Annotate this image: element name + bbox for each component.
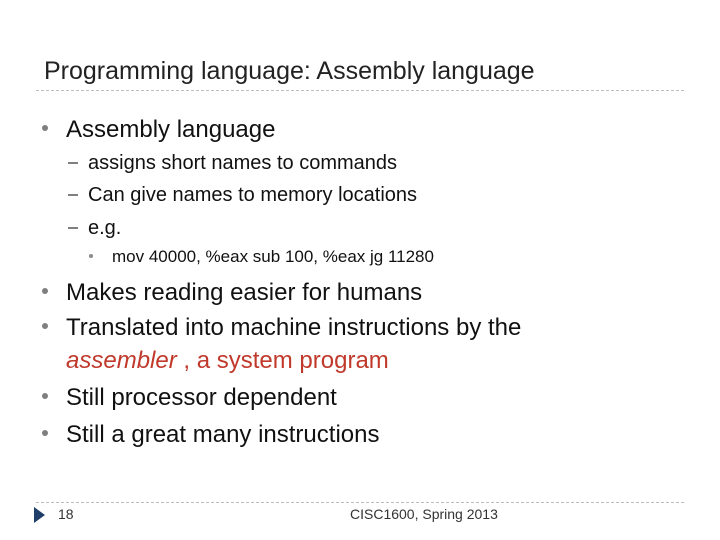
bullet-text: Still a great many instructions — [66, 421, 380, 448]
sub-item-text: assigns short names to commands — [88, 152, 398, 174]
footer-divider — [36, 502, 684, 503]
small-bullet-icon — [89, 254, 93, 258]
bullet-dot-icon — [42, 323, 48, 329]
bullet-dot-icon — [42, 393, 48, 399]
system-program-text: , a system program — [176, 347, 389, 374]
bullet-text: Makes reading easier for humans — [66, 279, 423, 306]
assembler-term: assembler — [66, 347, 177, 374]
bullet-dot-icon — [42, 125, 48, 131]
assembler-line — [66, 344, 389, 378]
dash-icon — [68, 162, 78, 164]
bullet-dot-icon — [42, 430, 48, 436]
code-example-text: mov 40000, %eax sub 100, %eax jg 11280 — [112, 247, 434, 266]
bullet-text: Still processor dependent — [66, 384, 337, 411]
bullet-text: Translated into machine instructions by the — [66, 314, 522, 341]
bullet-dot-icon — [42, 288, 48, 294]
sub-item-text: e.g. — [88, 217, 122, 239]
sub-item-text: Can give names to memory locations — [88, 184, 418, 206]
page-number: 18 — [58, 506, 74, 522]
title-divider — [36, 90, 684, 91]
dash-icon — [68, 227, 78, 229]
dash-icon — [68, 194, 78, 196]
triangle-right-icon — [34, 507, 45, 523]
footer-course: CISC1600, Spring 2013 — [350, 506, 498, 522]
bullet-text: Assembly language — [66, 116, 276, 143]
slide-title: Programming language: Assembly language — [44, 57, 535, 85]
